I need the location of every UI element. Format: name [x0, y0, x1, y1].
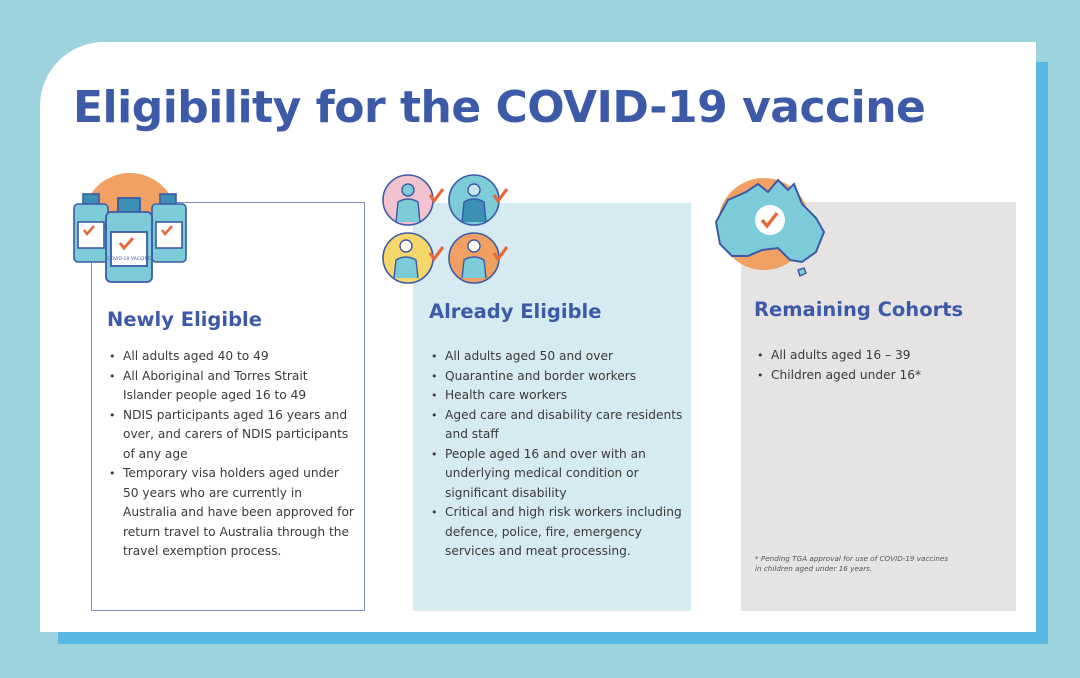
newly-eligible-list [107, 347, 357, 562]
page-title: Eligibility for the COVID-19 vaccine [73, 82, 926, 133]
list-item: • All Aboriginal and Torres Strait Islander people aged 16 to 49 [107, 367, 357, 406]
list-item: • Critical and high risk workers including defence, police, fire, emergency services and meat processing. [429, 503, 684, 562]
remaining-cohorts-heading: Remaining Cohorts [754, 298, 964, 321]
list-item: • Temporary visa holders aged under 50 years who are currently in Australia and have been approved for return travel to Australia through the travel exemption process. [107, 464, 357, 562]
list-item: • Children aged under 16* [755, 366, 1010, 386]
list-item: • Quarantine and border workers [429, 367, 684, 387]
list-item: • All adults aged 40 to 49 [107, 347, 357, 367]
remaining-cohorts-list [755, 346, 1010, 385]
footnote: * Pending TGA approval for use of COVID-19 vaccines in children aged under 16 years. [755, 554, 949, 573]
list-item: • All adults aged 50 and over [429, 347, 684, 367]
newly-eligible-heading: Newly Eligible [107, 308, 262, 331]
workers-checked-icon [378, 170, 518, 288]
australia-map-check-icon [706, 170, 836, 282]
vial-label: COVID-19 VACCINE [107, 257, 151, 262]
vaccine-vials-icon [66, 170, 196, 288]
already-eligible-heading: Already Eligible [429, 300, 602, 323]
list-item: • Health care workers [429, 386, 684, 406]
already-eligible-list [429, 347, 684, 562]
list-item: • People aged 16 and over with an underlying medical condition or significant disability [429, 445, 684, 504]
list-item: • All adults aged 16 – 39 [755, 346, 1010, 366]
list-item: • NDIS participants aged 16 years and over, and carers of NDIS participants of any age [107, 406, 357, 465]
list-item: • Aged care and disability care residents and staff [429, 406, 684, 445]
